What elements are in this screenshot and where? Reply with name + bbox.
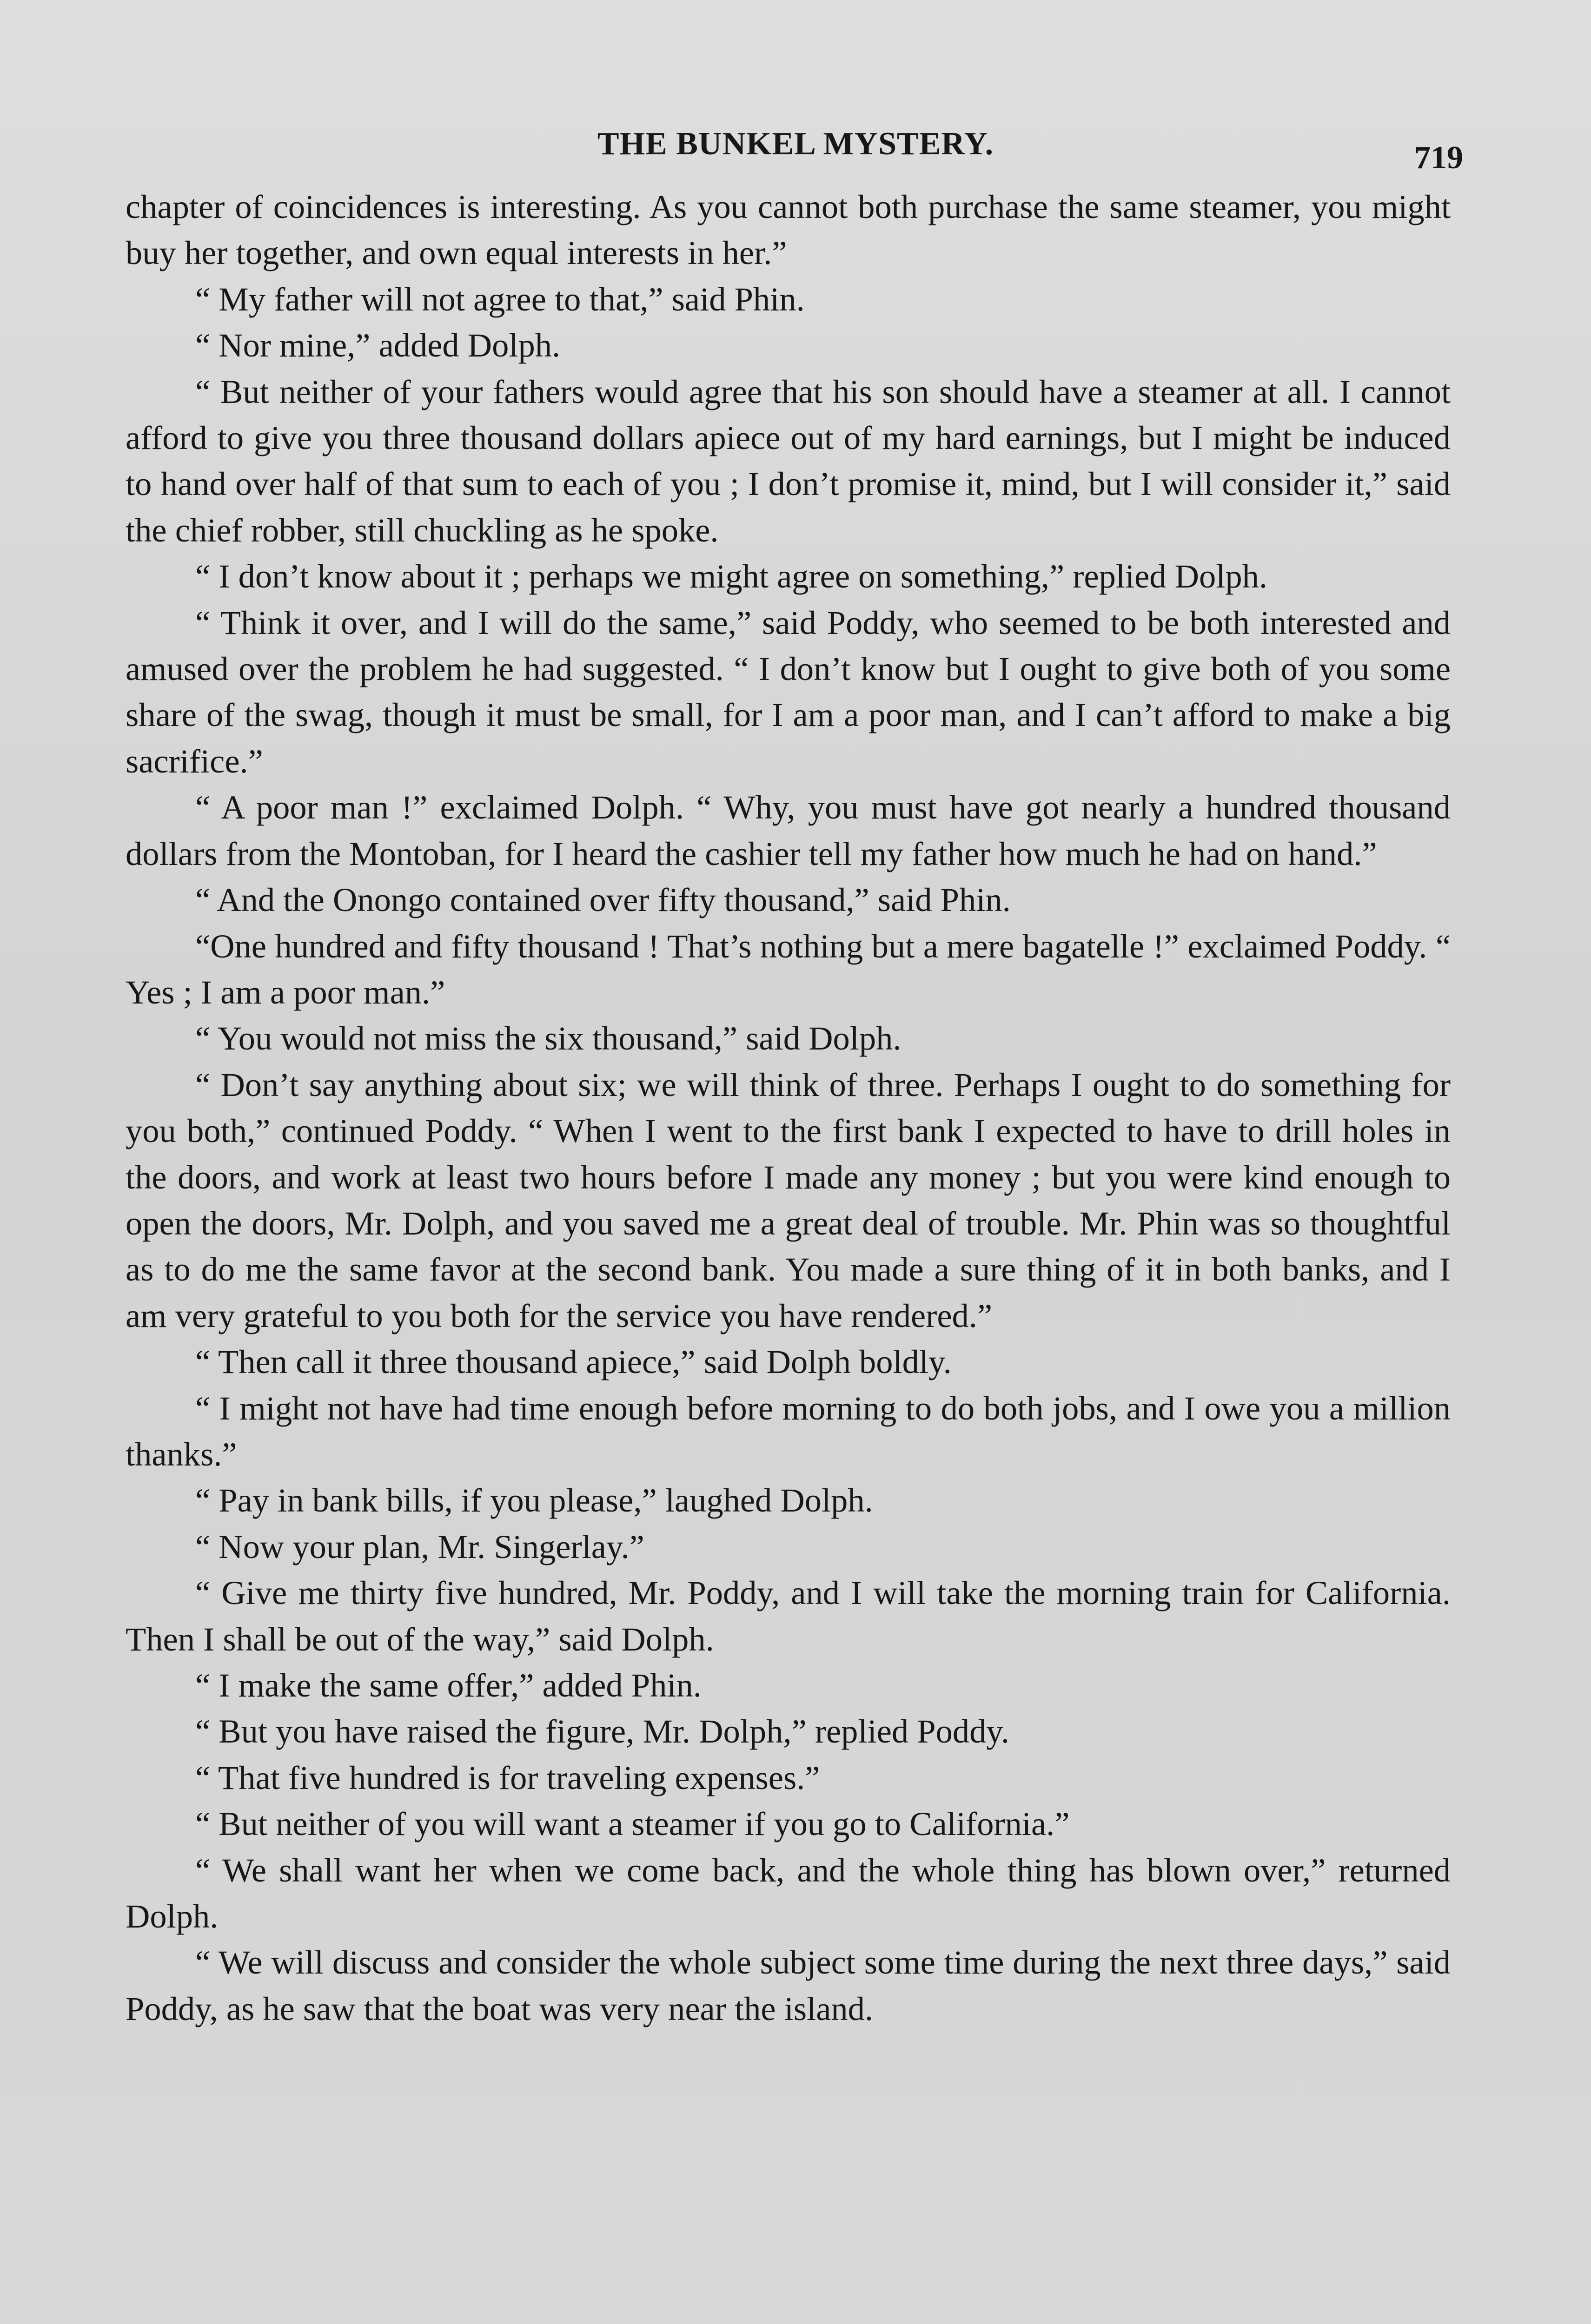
paragraph: “ We will discuss and consider the whole subject some time during the next three days,” said Poddy, as he saw that the boat was very near the island.: [126, 1943, 1451, 2027]
paragraph: “ Think it over, and I will do the same,” said Poddy, who seemed to be both interested and amused over the problem he had suggested. “ I don’t know but I ought to give both of you some share of the swag, though it must be small, for I am a poor man, and I can’t afford to make a big sacrifice.”: [126, 603, 1451, 780]
paragraph: “ I don’t know about it ; perhaps we might agree on something,” replied Dolph.: [195, 557, 1268, 595]
paragraph: “ I might not have had time enough before morning to do both jobs, and I owe you a million thanks.”: [126, 1389, 1451, 1473]
paragraph: “ We shall want her when we come back, and the whole thing has blown over,” returned Dolph.: [126, 1851, 1451, 1935]
paragraph: “ Then call it three thousand apiece,” said Dolph boldly.: [195, 1343, 952, 1381]
paragraph: “ I make the same offer,” added Phin.: [195, 1666, 702, 1704]
paragraph: “ But neither of you will want a steamer if you go to California.”: [195, 1805, 1070, 1843]
page-number: 719: [1414, 140, 1463, 176]
paragraph: “ But neither of your fathers would agree that his son should have a steamer at all. I cannot afford to give you three thousand dollars apiece out of my hard earnings, but I might be induced to hand over half of that sum to each of you ; I don’t promise it, mind, but I will consider it,” said the chief robber, still chuckling as he spoke.: [126, 372, 1451, 549]
paragraph: “ Pay in bank bills, if you please,” laughed Dolph.: [195, 1481, 873, 1519]
paragraph: “ A poor man !” exclaimed Dolph. “ Why, you must have got nearly a hundred thousand dollars from the Montoban, for I heard the cashier tell my father how much he had on hand.”: [126, 788, 1451, 872]
paragraph: “ But you have raised the figure, Mr. Dolph,” replied Poddy.: [195, 1712, 1010, 1750]
paragraph: “ Give me thirty five hundred, Mr. Poddy, and I will take the morning train for California. Then I shall be out of the way,” said Dolph.: [126, 1574, 1451, 1658]
paragraph: “One hundred and fifty thousand ! That’s nothing but a mere bagatelle !” exclaimed Poddy. “ Yes ; I am a poor man.”: [126, 927, 1451, 1011]
paragraph: “ Nor mine,” added Dolph.: [195, 326, 561, 364]
paragraph: “ And the Onongo contained over fifty thousand,” said Phin.: [195, 881, 1011, 919]
paragraph: “ That five hundred is for traveling expenses.”: [195, 1758, 820, 1796]
paragraph: “ Now your plan, Mr. Singerlay.”: [195, 1527, 644, 1565]
running-head: THE BUNKEL MYSTERY.: [597, 126, 994, 162]
paragraph: “ My father will not agree to that,” said Phin.: [195, 280, 805, 318]
body-text: [126, 184, 1451, 2032]
paragraph: “ You would not miss the six thousand,” said Dolph.: [195, 1019, 902, 1057]
paragraph: chapter of coincidences is interesting. As you cannot both purchase the same steamer, you might buy her together, and own equal interests in her.”: [126, 188, 1451, 272]
paragraph: “ Don’t say anything about six; we will think of three. Perhaps I ought to do something for you both,” continued Poddy. “ When I went to the first bank I expected to have to drill holes in the doors, and work at least two hours before I made any money ; but you were kind enough to open the doors, Mr. Dolph, and you saved me a great deal of trouble. Mr. Phin was so thoughtful as to do me the same favor at the second bank. You made a sure thing of it in both banks, and I am very grateful to you both for the service you have rendered.”: [126, 1065, 1451, 1334]
